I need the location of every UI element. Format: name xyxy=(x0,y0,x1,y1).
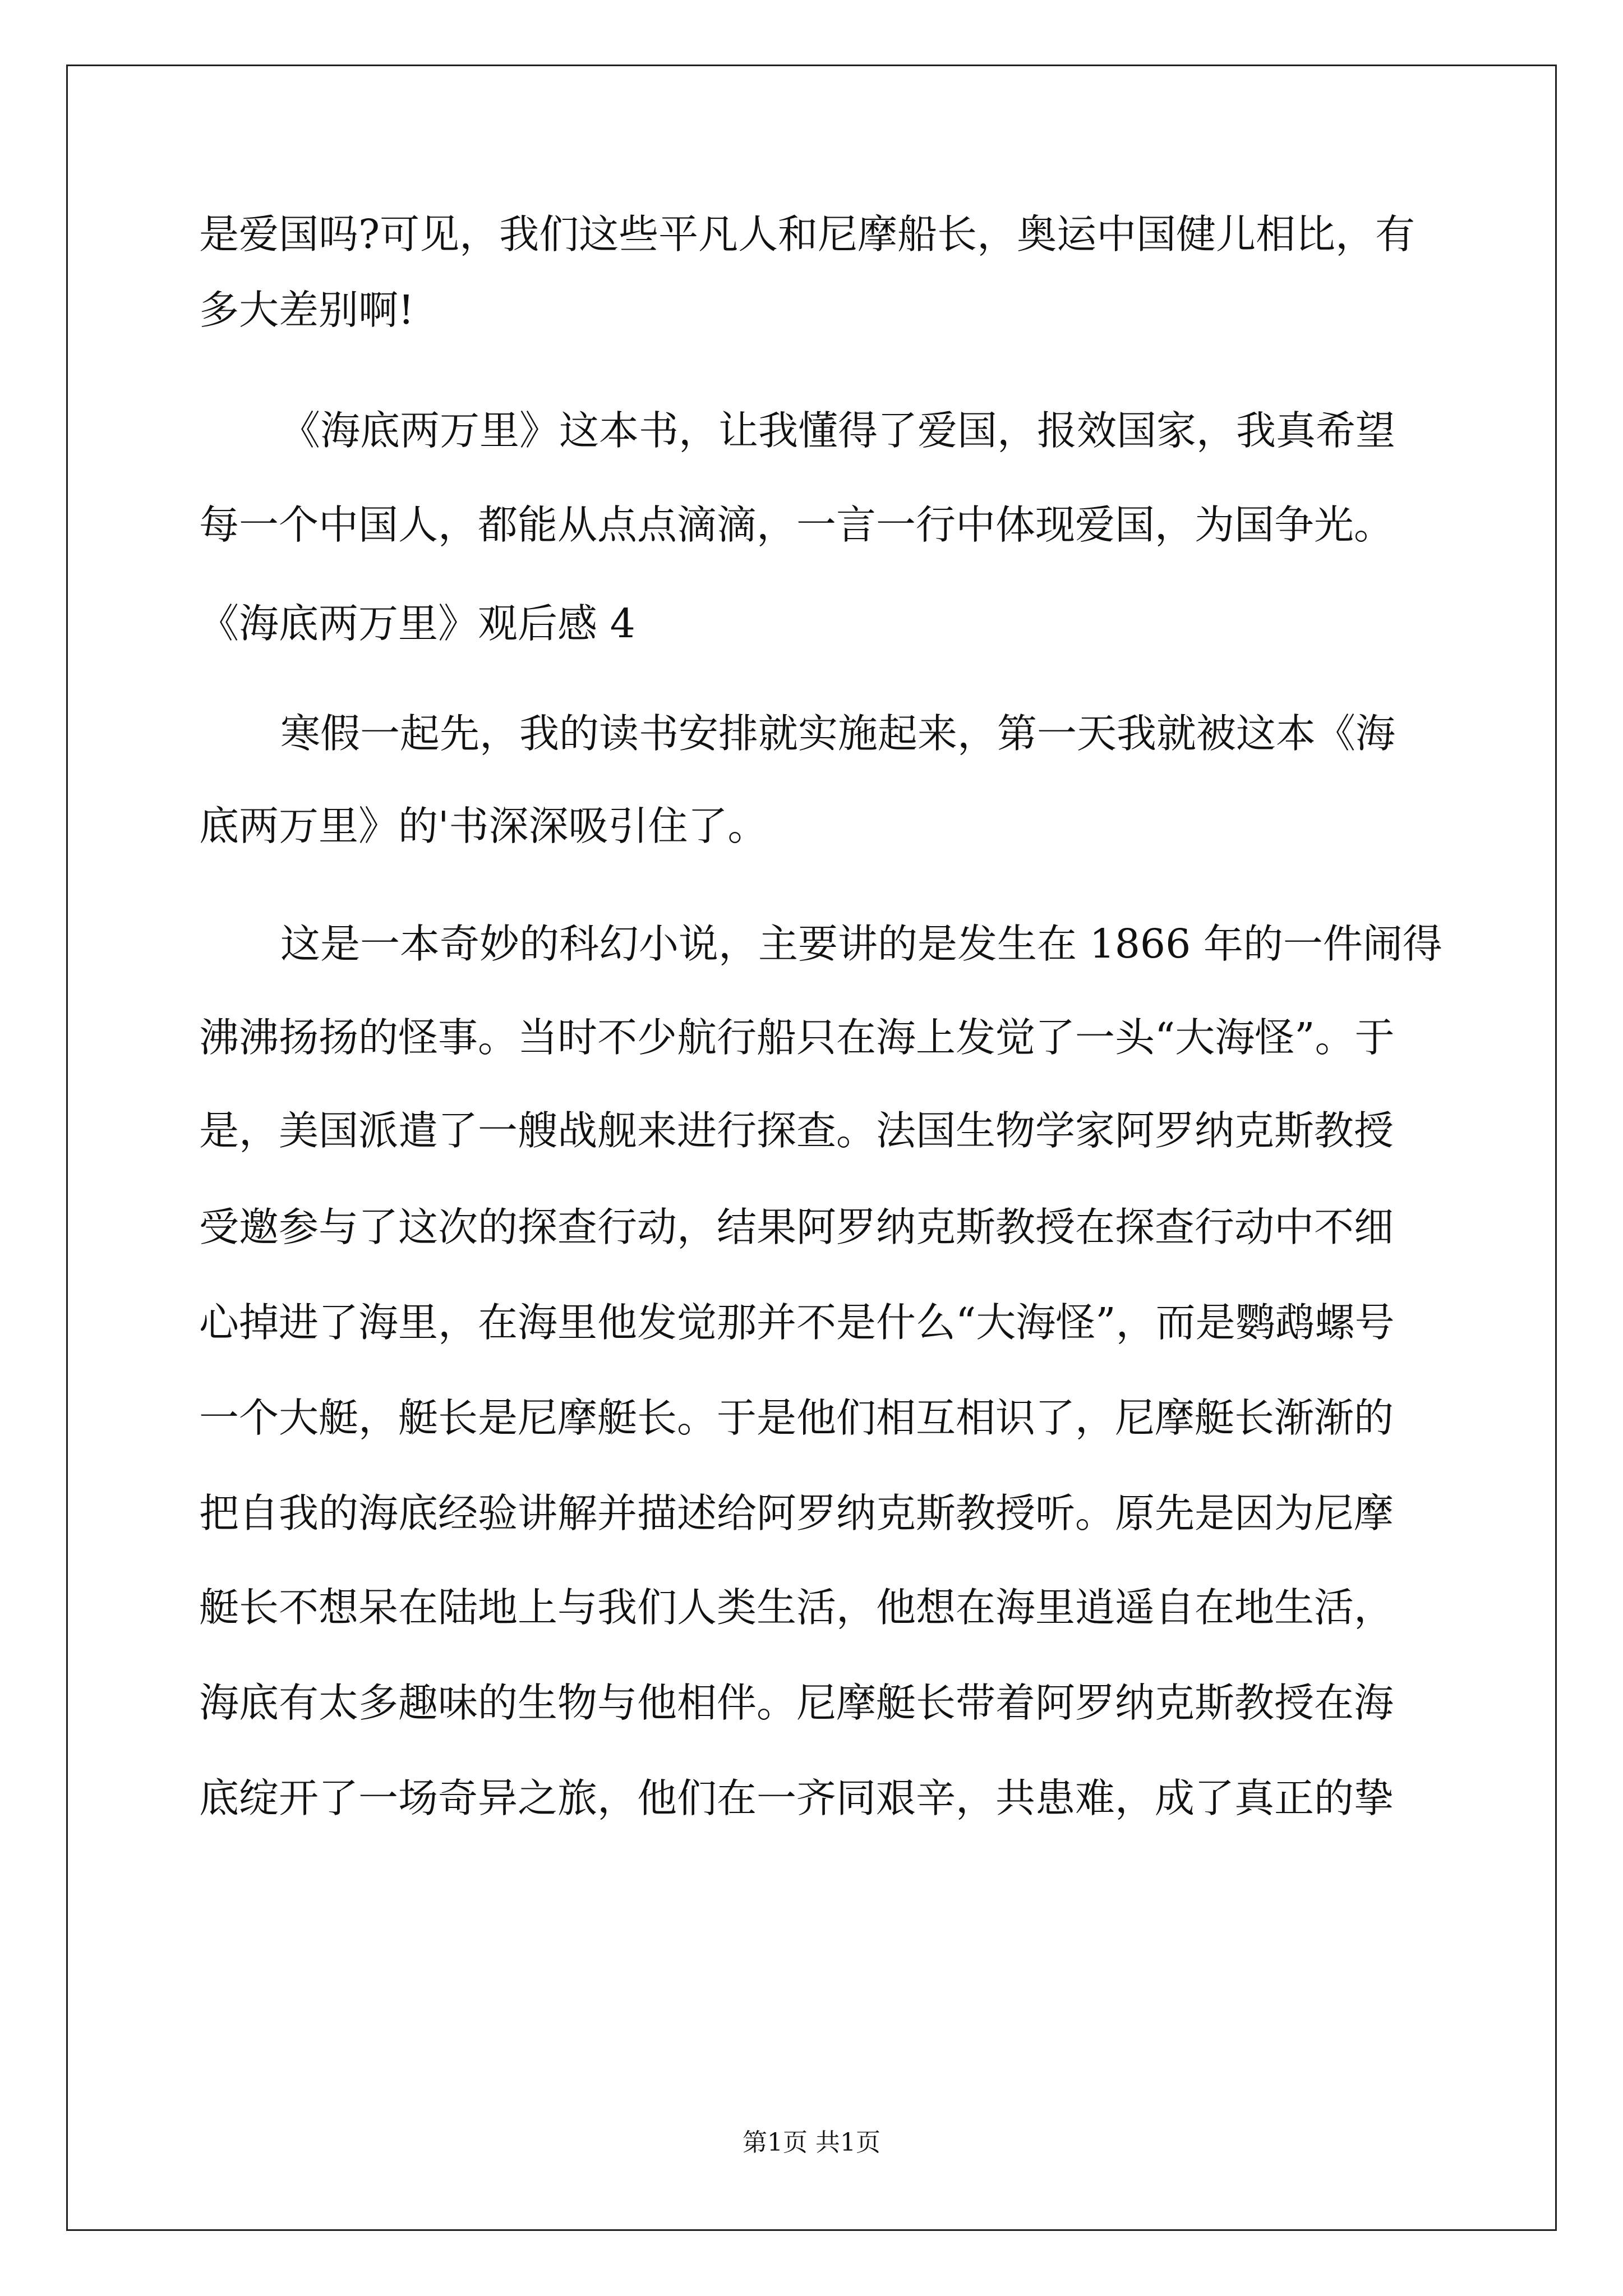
text-line: 是爱国吗?可见，我们这些平凡人和尼摩船长，奥运中国健儿相比，有 xyxy=(199,211,1415,257)
text-line: 艇长不想呆在陆地上与我们人类生活，他想在海里逍遥自在地生活， xyxy=(199,1584,1394,1631)
section-heading: 《海底两万里》观后感 4 xyxy=(199,600,635,647)
text-line: 受邀参与了这次的探查行动，结果阿罗纳克斯教授在探查行动中不细 xyxy=(199,1204,1394,1250)
text-line: 底绽开了一场奇异之旅，他们在一齐同艰辛，共患难，成了真正的挚 xyxy=(199,1775,1394,1821)
paragraph-start-line: 这是一本奇妙的科幻小说，主要讲的是发生在 1866 年的一件闹得 xyxy=(280,921,1442,967)
text-line: 底两万里》的'书深深吸引住了。 xyxy=(199,803,768,849)
text-line: 沸沸扬扬的怪事。当时不少航行船只在海上发觉了一头“大海怪”。于 xyxy=(199,1014,1395,1061)
paragraph-start-line: 《海底两万里》这本书，让我懂得了爱国，报效国家，我真希望 xyxy=(280,407,1396,454)
text-line: 是，美国派遣了一艘战舰来进行探查。法国生物学家阿罗纳克斯教授 xyxy=(199,1107,1394,1154)
page-footer: 第1页 共1页 xyxy=(743,2128,880,2157)
paragraph-start-line: 寒假一起先，我的读书安排就实施起来，第一天我就被这本《海 xyxy=(280,710,1396,757)
text-line: 海底有太多趣味的生物与他相伴。尼摩艇长带着阿罗纳克斯教授在海 xyxy=(199,1680,1394,1726)
text-line: 把自我的海底经验讲解并描述给阿罗纳克斯教授听。原先是因为尼摩 xyxy=(199,1490,1394,1536)
text-line: 一个大艇，艇长是尼摩艇长。于是他们相互相识了，尼摩艇长渐渐的 xyxy=(199,1395,1394,1441)
text-line: 每一个中国人，都能从点点滴滴，一言一行中体现爱国，为国争光。 xyxy=(199,501,1394,548)
text-line: 心掉进了海里，在海里他发觉那并不是什么“大海怪”，而是鹦鹉螺号 xyxy=(199,1299,1395,1346)
text-line: 多大差别啊! xyxy=(199,287,414,333)
